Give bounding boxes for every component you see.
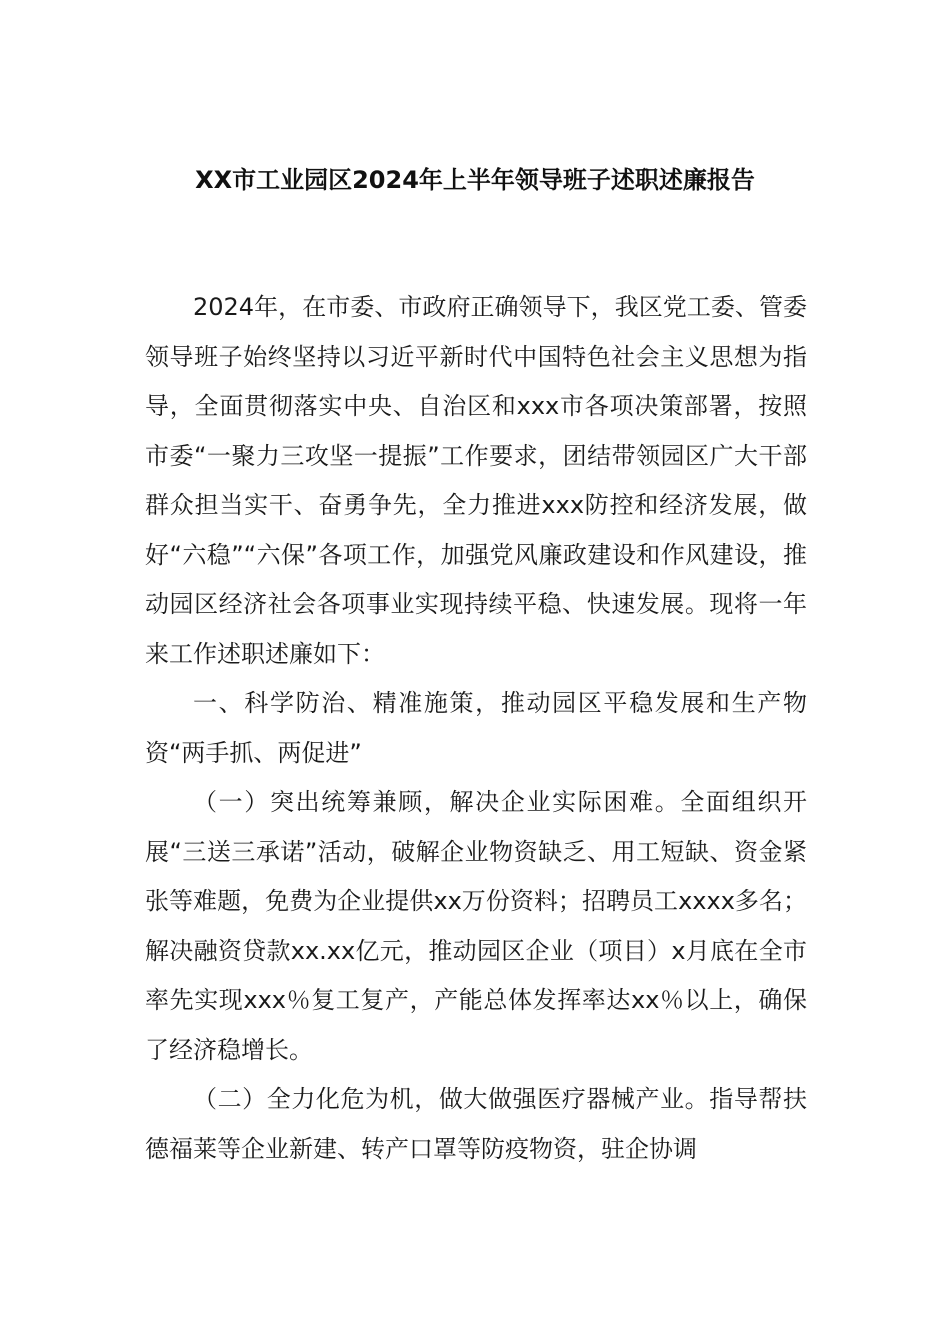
section-heading-1: 一、科学防治、精准施策，推动园区平稳发展和生产物资“两手抓、两促进” [145,689,807,767]
paragraph-subsection-2: （二）全力化危为机，做大做强医疗器械产业。指导帮扶德福莱等企业新建、转产口罩等防疫物资，驻企协调 [145,1085,807,1163]
document-title: XX市工业园区2024年上半年领导班子述职述廉报告 [195,166,755,194]
document-body [145,283,807,1174]
paragraph-intro: 2024年，在市委、市政府正确领导下，我区党工委、管委领导班子始终坚持以习近平新时代中国特色社会主义思想为指导，全面贯彻落实中央、自治区和xxx市各项决策部署，按照市委“一聚力三攻坚一提振”工作要求，团结带领园区广大干部群众担当实干、奋勇争先，全力推进xxx防控和经济发展，做好“六稳”“六保”各项工作，加强党风廉政建设和作风建设，推动园区经济社会各项事业实现持续平稳、快速发展。现将一年来工作述职述廉如下： [145,293,807,668]
paragraph-subsection-1: （一）突出统筹兼顾，解决企业实际困难。全面组织开展“三送三承诺”活动，破解企业物资缺乏、用工短缺、资金紧张等难题，免费为企业提供xx万份资料；招聘员工xxxx多名；解决融资贷款xx.xx亿元，推动园区企业（项目）x月底在全市率先实现xxx％复工复产，产能总体发挥率达xx％以上，确保了经济稳增长。 [145,788,807,1064]
